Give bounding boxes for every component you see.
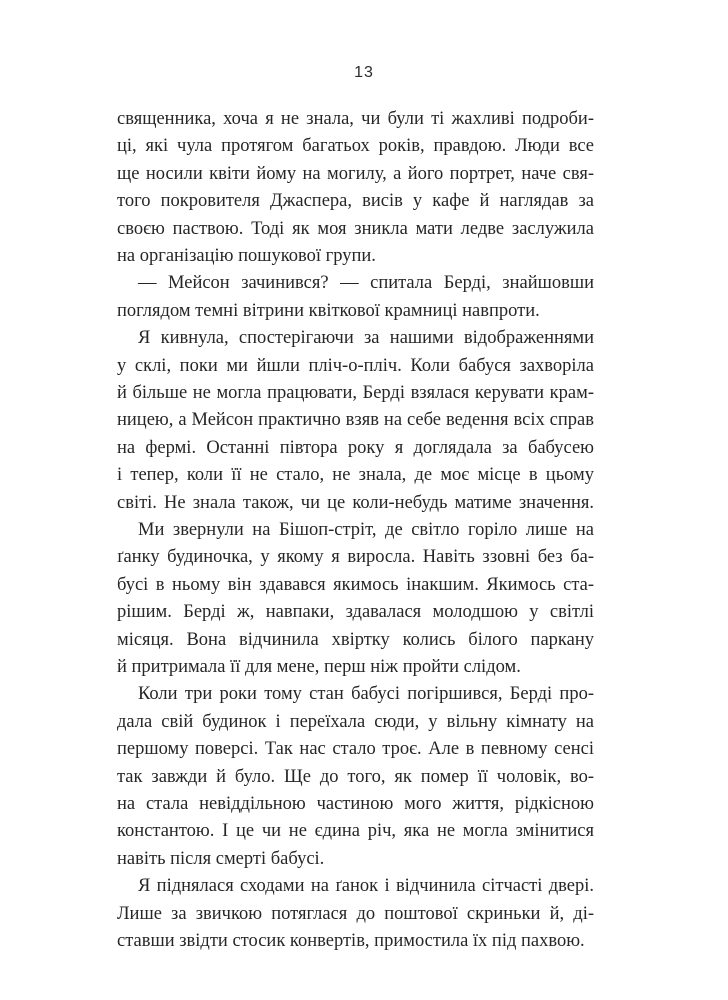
text-line: на фермі. Останні півтора року я доглядала за бабусею xyxy=(117,437,594,458)
text-line: того покровителя Джаспера, висів у кафе й наглядав за xyxy=(117,191,594,212)
page-number: 13 xyxy=(354,64,374,81)
text-line: ці, які чула протягом багатьох років, правдою. Люди все xyxy=(117,136,594,157)
text-line: дала свій будинок і переїхала сюди, у вільну кімнату на xyxy=(117,711,594,732)
text-line: своєю паствою. Тоді як моя зникла мати ледве заслужила xyxy=(117,218,594,239)
text-line: Коли три роки тому стан бабусі погіршився, Берді про- xyxy=(138,684,594,705)
text-line: ставши звідти стосик конвертів, примостила їх під пахвою. xyxy=(117,931,585,951)
text-line: так завжди й було. Ще до того, як помер її чоловік, во- xyxy=(117,766,594,787)
text-line: і тепер, коли її не стало, не знала, де моє місце в цьому xyxy=(117,465,594,486)
text-line: бусі в ньому він здавався якимось інакшим. Якимось ста- xyxy=(117,574,594,595)
text-line: константою. І це чи не єдина річ, яка не могла змінитися xyxy=(117,821,594,842)
text-line: — Мейсон зачинився? — спитала Берді, знайшовши xyxy=(138,273,594,294)
text-line: світі. Не знала також, чи це коли-небудь матиме значення. xyxy=(117,492,594,513)
text-line: у склі, поки ми йшли пліч-о-пліч. Коли бабуся захворіла xyxy=(117,355,594,376)
text-line: й притримала її для мене, перш ніж пройти слідом. xyxy=(117,657,521,677)
text-line: Лише за звичкою потяглася до поштової скриньки й, ді- xyxy=(117,903,594,924)
text-line: ще носили квіти йому на могилу, а його портрет, наче свя- xyxy=(117,163,594,184)
text-line: Я кивнула, спостерігаючи за нашими відображеннями xyxy=(138,328,594,349)
text-line: на організацію пошукової групи. xyxy=(117,246,376,266)
text-line: ницею, а Мейсон практично взяв на себе ведення всіх справ xyxy=(117,410,594,431)
text-line: ґанку будиночка, у якому я виросла. Навіть ззовні без ба- xyxy=(117,547,594,568)
text-line: й більше не могла працювати, Берді взялася керувати крам- xyxy=(117,383,594,403)
text-line: поглядом темні вітрини квіткової крамниці навпроти. xyxy=(117,300,540,321)
text-line: Ми звернули на Бішоп-стріт, де світло горіло лише на xyxy=(138,520,594,540)
text-line: навіть після смерті бабусі. xyxy=(117,848,325,869)
text-line: на стала невіддільною частиною мого життя, рідкісною xyxy=(117,794,594,814)
text-line: Я піднялася сходами на ґанок і відчинила сітчасті двері. xyxy=(138,876,594,897)
text-line: священника, хоча я не знала, чи були ті жахливі подроби- xyxy=(117,109,594,129)
text-line: місяця. Вона відчинила хвіртку колись білого паркану xyxy=(117,629,594,650)
text-line: рішим. Берді ж, навпаки, здавалася молодшою у світлі xyxy=(117,602,594,623)
text-line: першому поверсі. Так нас стало троє. Але в певному сенсі xyxy=(117,739,594,760)
